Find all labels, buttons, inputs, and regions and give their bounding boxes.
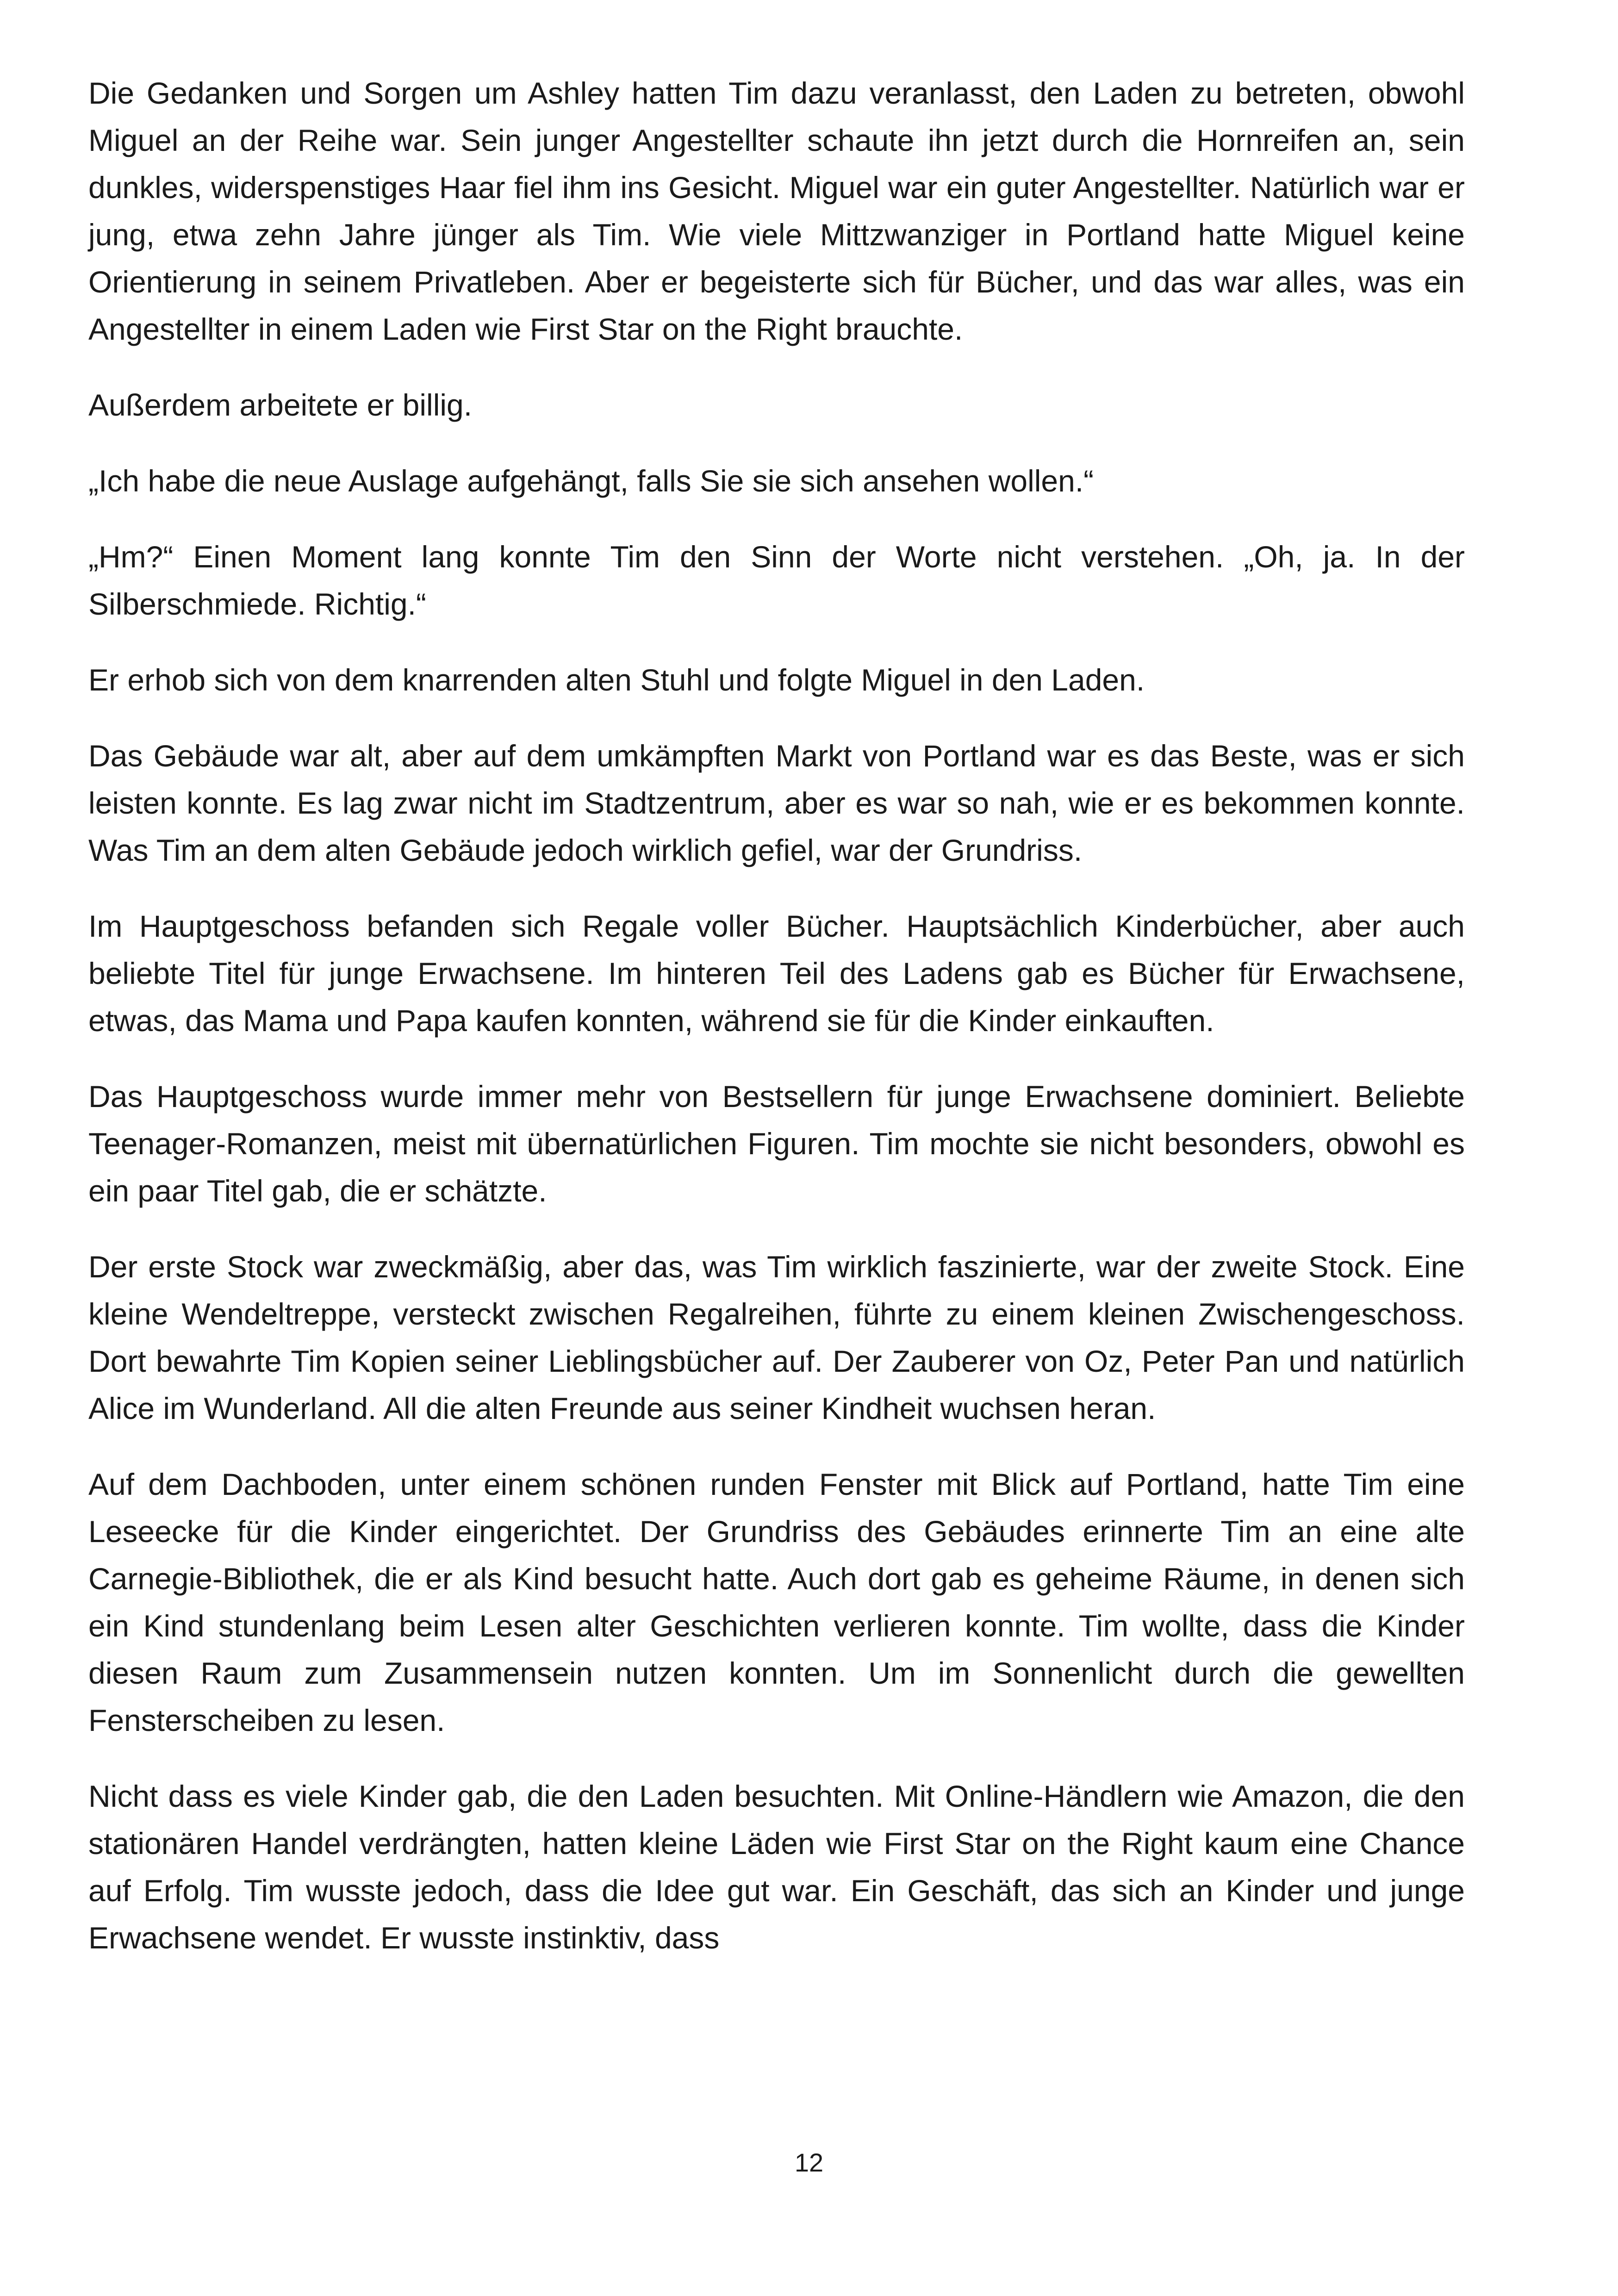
paragraph: „Hm?“ Einen Moment lang konnte Tim den Sinn der Worte nicht verstehen. „Oh, ja. In der Silberschmiede. Richtig.“ — [88, 540, 1465, 621]
paragraph: Er erhob sich von dem knarrenden alten Stuhl und folgte Miguel in den Laden. — [88, 663, 1145, 697]
body-text — [88, 69, 1465, 1990]
paragraph: Außerdem arbeitete er billig. — [88, 388, 473, 422]
paragraph: Auf dem Dachboden, unter einem schönen runden Fenster mit Blick auf Portland, hatte Tim eine Leseecke für die Kinder eingerichtet. Der Grundriss des Gebäudes erinnerte Tim an eine alte Carnegie-Bibliothek, die er als Kind besucht hatte. Auch dort gab es geheime Räume, in denen sich ein Kind stundenlang beim Lesen alter Geschichten verlieren konnte. Tim wollte, dass die Kinder diesen Raum zum Zusammensein nutzen konnten. Um im Sonnenlicht durch die gewellten Fensterscheiben zu lesen. — [88, 1467, 1465, 1737]
paragraph: Die Gedanken und Sorgen um Ashley hatten Tim dazu veranlasst, den Laden zu betreten, obwohl Miguel an der Reihe war. Sein junger Angestellter schaute ihn jetzt durch die Hornreifen an, sein dunkles, widerspenstiges Haar fiel ihm ins Gesicht. Miguel war ein guter Angestellter. Natürlich war er jung, etwa zehn Jahre jünger als Tim. Wie viele Mittzwanziger in Portland hatte Miguel keine Orientierung in seinem Privatleben. Aber er begeisterte sich für Bücher, und das war alles, was ein Angestellter in einem Laden wie First Star on the Right brauchte. — [88, 76, 1465, 346]
paragraph: Das Gebäude war alt, aber auf dem umkämpften Markt von Portland war es das Beste, was er sich leisten konnte. Es lag zwar nicht im Stadtzentrum, aber es war so nah, wie er es bekommen konnte. Was Tim an dem alten Gebäude jedoch wirklich gefiel, war der Grundriss. — [88, 739, 1465, 867]
page-number: 12 — [794, 2148, 824, 2177]
paragraph: Der erste Stock war zweckmäßig, aber das, was Tim wirklich faszinierte, war der zweite Stock. Eine kleine Wendeltreppe, versteckt zwischen Regalreihen, führte zu einem kleinen Zwischengeschoss. Dort bewahrte Tim Kopien seiner Lieblingsbücher auf. Der Zauberer von Oz, Peter Pan und natürlich Alice im Wunderland. All die alten Freunde aus seiner Kindheit wuchsen heran. — [88, 1250, 1465, 1425]
paragraph: Nicht dass es viele Kinder gab, die den Laden besuchten. Mit Online-Händlern wie Amazon, die den stationären Handel verdrängten, hatten kleine Läden wie First Star on the Right kaum eine Chance auf Erfolg. Tim wusste jedoch, dass die Idee gut war. Ein Geschäft, das sich an Kinder und junge Erwachsene wendet. Er wusste instinktiv, dass — [88, 1779, 1465, 1955]
paragraph: Im Hauptgeschoss befanden sich Regale voller Bücher. Hauptsächlich Kinderbücher, aber auch beliebte Titel für junge Erwachsene. Im hinteren Teil des Ladens gab es Bücher für Erwachsene, etwas, das Mama und Papa kaufen konnten, während sie für die Kinder einkauften. — [88, 909, 1465, 1038]
paragraph: „Ich habe die neue Auslage aufgehängt, falls Sie sie sich ansehen wollen.“ — [88, 464, 1094, 498]
paragraph: Das Hauptgeschoss wurde immer mehr von Bestsellern für junge Erwachsene dominiert. Beliebte Teenager-Romanzen, meist mit übernatürlichen Figuren. Tim mochte sie nicht besonders, obwohl es ein paar Titel gab, die er schätzte. — [88, 1079, 1465, 1208]
